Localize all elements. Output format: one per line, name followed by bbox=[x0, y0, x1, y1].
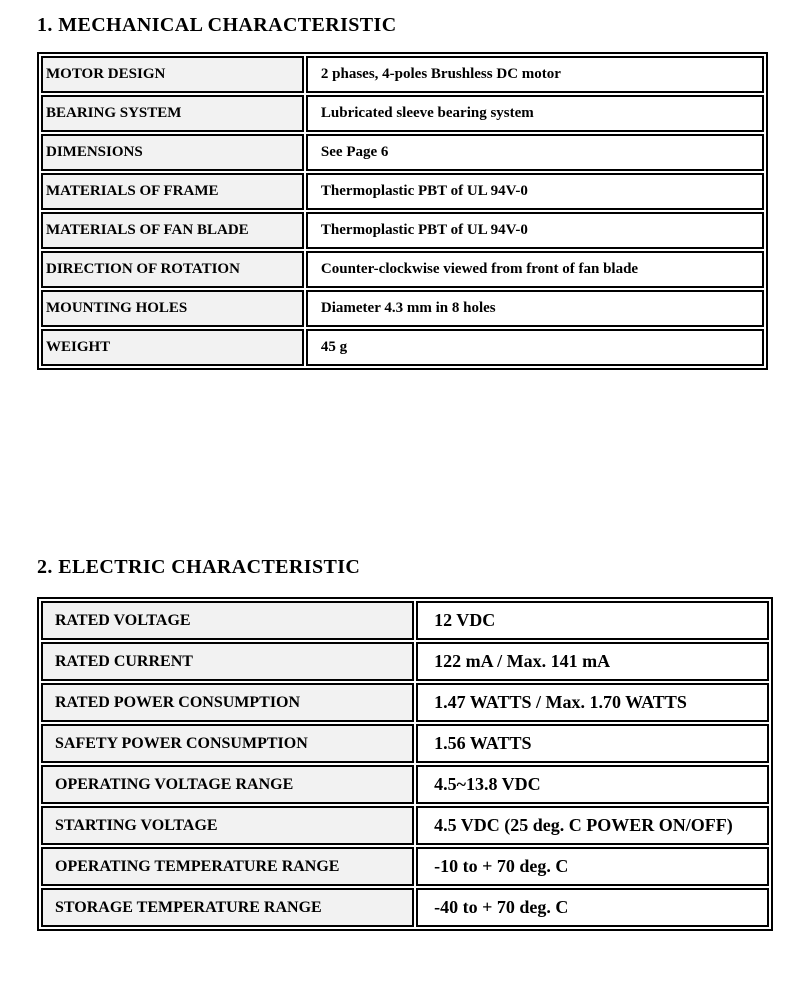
spec-label-cell: OPERATING VOLTAGE RANGE bbox=[41, 765, 414, 804]
spec-label-cell: STARTING VOLTAGE bbox=[41, 806, 414, 845]
spec-value-cell: 122 mA / Max. 141 mA bbox=[416, 642, 769, 681]
table-row bbox=[41, 212, 764, 249]
spec-value-cell: Diameter 4.3 mm in 8 holes bbox=[306, 290, 764, 327]
table-row bbox=[41, 134, 764, 171]
table-row bbox=[41, 173, 764, 210]
table-row bbox=[41, 601, 769, 640]
spec-value-cell: See Page 6 bbox=[306, 134, 764, 171]
table-row bbox=[41, 642, 769, 681]
spec-label-cell: OPERATING TEMPERATURE RANGE bbox=[41, 847, 414, 886]
spec-value-cell: 45 g bbox=[306, 329, 764, 366]
table-row bbox=[41, 888, 769, 927]
table-row bbox=[41, 290, 764, 327]
spec-value-cell: 4.5~13.8 VDC bbox=[416, 765, 769, 804]
spec-value-cell: 1.56 WATTS bbox=[416, 724, 769, 763]
section-title-mechanical: 1. MECHANICAL CHARACTERISTIC bbox=[37, 14, 397, 36]
spec-value-cell: 2 phases, 4-poles Brushless DC motor bbox=[306, 56, 764, 93]
spec-value-cell: 12 VDC bbox=[416, 601, 769, 640]
table-row bbox=[41, 329, 764, 366]
spec-value-cell: -40 to + 70 deg. C bbox=[416, 888, 769, 927]
spec-value-cell: -10 to + 70 deg. C bbox=[416, 847, 769, 886]
electric-characteristic-table bbox=[37, 597, 773, 931]
spec-label-cell: MATERIALS OF FRAME bbox=[41, 173, 304, 210]
spec-value-cell: Lubricated sleeve bearing system bbox=[306, 95, 764, 132]
spec-label-cell: SAFETY POWER CONSUMPTION bbox=[41, 724, 414, 763]
spec-value-cell: 4.5 VDC (25 deg. C POWER ON/OFF) bbox=[416, 806, 769, 845]
spec-label-cell: RATED VOLTAGE bbox=[41, 601, 414, 640]
table-row bbox=[41, 724, 769, 763]
spec-label-cell: MOTOR DESIGN bbox=[41, 56, 304, 93]
table-row bbox=[41, 251, 764, 288]
spec-label-cell: MATERIALS OF FAN BLADE bbox=[41, 212, 304, 249]
spec-label-cell: RATED POWER CONSUMPTION bbox=[41, 683, 414, 722]
spec-label-cell: WEIGHT bbox=[41, 329, 304, 366]
mechanical-characteristic-table bbox=[37, 52, 768, 370]
table-row bbox=[41, 683, 769, 722]
section-title-electric: 2. ELECTRIC CHARACTERISTIC bbox=[37, 556, 361, 578]
spec-label-cell: BEARING SYSTEM bbox=[41, 95, 304, 132]
spec-label-cell: DIRECTION OF ROTATION bbox=[41, 251, 304, 288]
spec-value-cell: Counter-clockwise viewed from front of fan blade bbox=[306, 251, 764, 288]
table-row bbox=[41, 95, 764, 132]
spec-label-cell: RATED CURRENT bbox=[41, 642, 414, 681]
spec-value-cell: 1.47 WATTS / Max. 1.70 WATTS bbox=[416, 683, 769, 722]
table-row bbox=[41, 765, 769, 804]
table-row bbox=[41, 806, 769, 845]
spec-value-cell: Thermoplastic PBT of UL 94V-0 bbox=[306, 173, 764, 210]
spec-value-cell: Thermoplastic PBT of UL 94V-0 bbox=[306, 212, 764, 249]
spec-label-cell: STORAGE TEMPERATURE RANGE bbox=[41, 888, 414, 927]
table-row bbox=[41, 847, 769, 886]
spec-label-cell: DIMENSIONS bbox=[41, 134, 304, 171]
spec-label-cell: MOUNTING HOLES bbox=[41, 290, 304, 327]
table-row bbox=[41, 56, 764, 93]
